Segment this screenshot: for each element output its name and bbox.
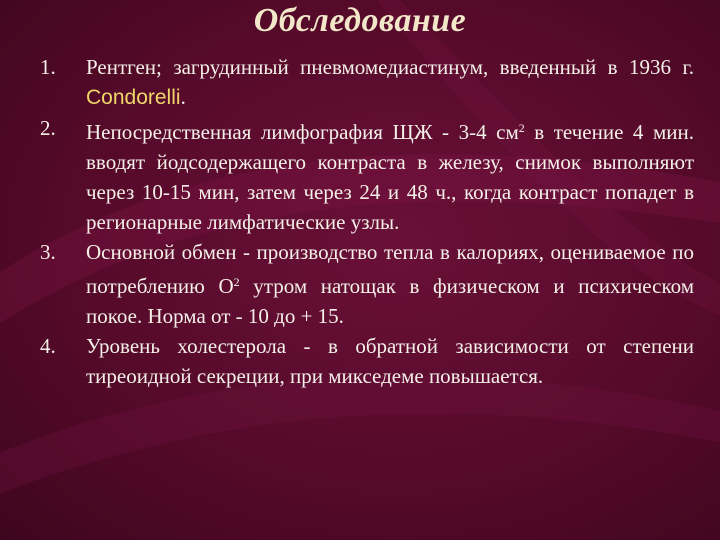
list-item-3 (40, 237, 694, 331)
item-text: Основной обмен - производство тепла в калориях, оцениваемое по потреблению О (86, 240, 694, 298)
list-number: 2. (40, 116, 56, 140)
list-item-2 (40, 113, 694, 237)
item-text-end: в течение 4 мин. вводят йодсодержащего контраста в железу, снимок выполняют через 10-15 мин, затем через 24 и 48 ч., когда контраст попадет в регионарные лимфатические узлы. (86, 120, 694, 234)
item-text: Уровень холестерола - в обратной зависимости от степени тиреоидной секреции, при микседеме повышается. (86, 334, 694, 388)
item-text: Непосредственная лимфография ЩЖ - 3-4 см (86, 120, 519, 144)
list-number: 1. (40, 55, 56, 79)
slide-title: Обследование (253, 2, 467, 39)
item-text: Рентген; загрудинный пневмомедиастинум, введенный в 1936 г. (86, 55, 694, 79)
superscript: 2 (518, 121, 525, 135)
list-item-1 (40, 52, 694, 113)
list-number: 3. (40, 240, 56, 264)
author-name: Condorelli (86, 86, 181, 109)
list-item-4 (40, 331, 694, 391)
superscript: 2 (233, 275, 240, 289)
item-text-end: . (180, 85, 186, 109)
numbered-list (0, 52, 720, 391)
item-text-end: утром натощак в физическом и психическом покое. Норма от - 10 до + 15. (86, 274, 694, 328)
list-number: 4. (40, 334, 56, 358)
